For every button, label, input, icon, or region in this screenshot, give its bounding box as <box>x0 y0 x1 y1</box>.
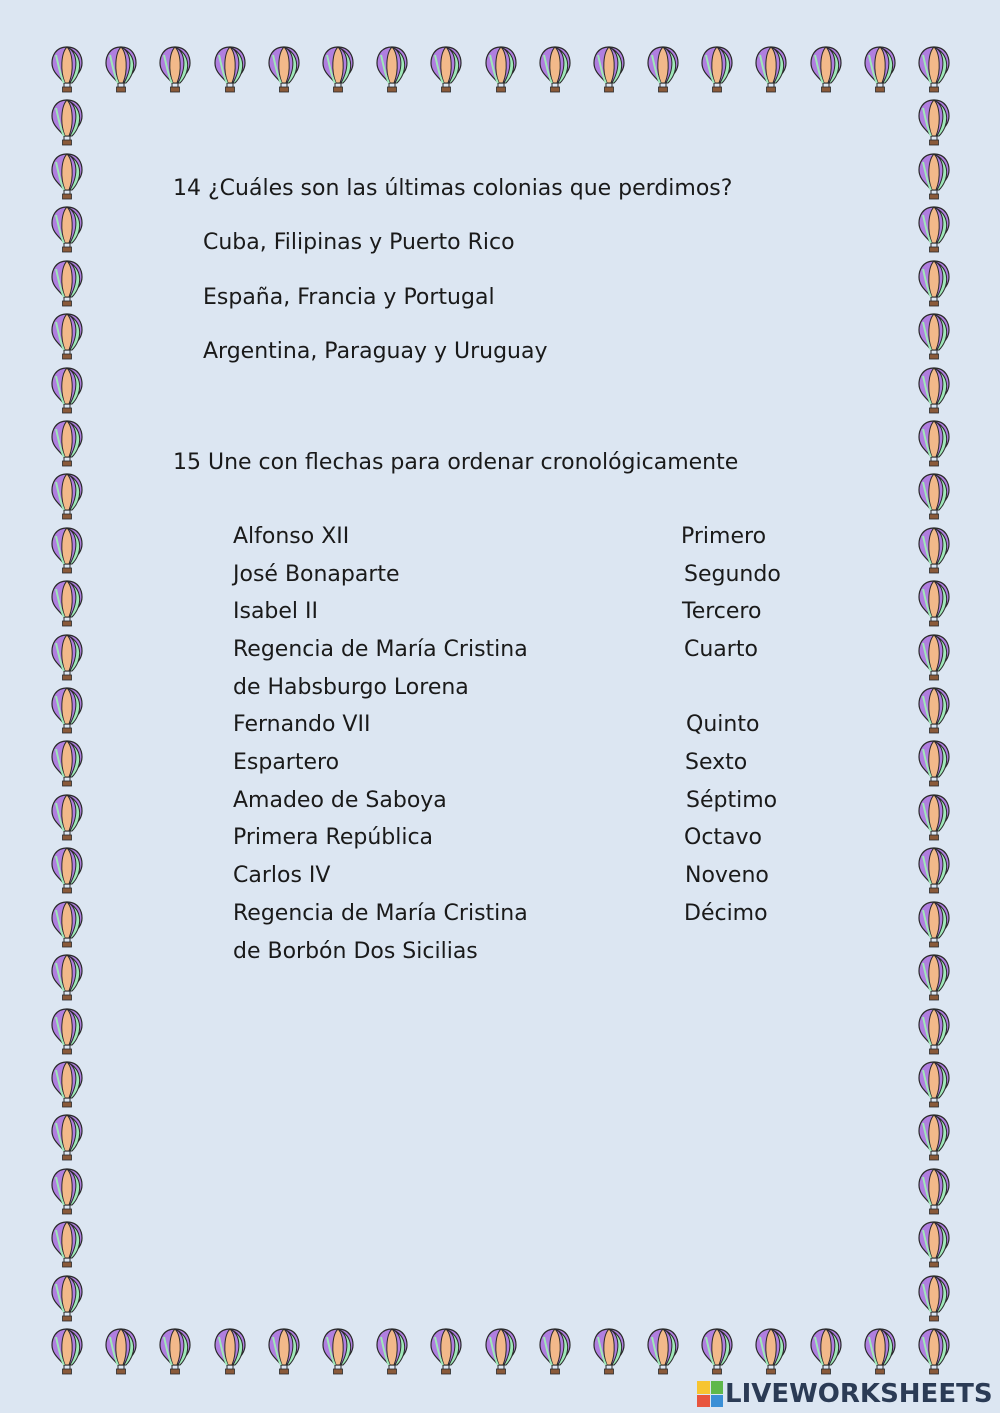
match-right-item[interactable]: Sexto <box>685 750 748 775</box>
match-left-item[interactable]: Regencia de María Cristina <box>233 901 528 926</box>
hot-air-balloon-icon <box>754 1327 788 1375</box>
hot-air-balloon-icon <box>917 1113 951 1161</box>
match-right-item[interactable]: Primero <box>681 524 767 549</box>
hot-air-balloon-icon <box>429 1327 463 1375</box>
question-14-title: 14 ¿Cuáles son las últimas colonias que perdimos? <box>173 176 733 201</box>
hot-air-balloon-icon <box>917 739 951 787</box>
hot-air-balloon-icon <box>917 793 951 841</box>
hot-air-balloon-icon <box>50 1327 84 1375</box>
hot-air-balloon-icon <box>50 152 84 200</box>
hot-air-balloon-icon <box>917 526 951 574</box>
hot-air-balloon-icon <box>50 953 84 1001</box>
hot-air-balloon-icon <box>809 1327 843 1375</box>
hot-air-balloon-icon <box>375 1327 409 1375</box>
hot-air-balloon-icon <box>50 1060 84 1108</box>
hot-air-balloon-icon <box>917 472 951 520</box>
hot-air-balloon-icon <box>50 205 84 253</box>
hot-air-balloon-icon <box>917 205 951 253</box>
hot-air-balloon-icon <box>50 900 84 948</box>
hot-air-balloon-icon <box>700 45 734 93</box>
match-left-item[interactable]: Regencia de María Cristina <box>233 637 528 662</box>
hot-air-balloon-icon <box>50 846 84 894</box>
hot-air-balloon-icon <box>50 1220 84 1268</box>
hot-air-balloon-icon <box>538 45 572 93</box>
hot-air-balloon-icon <box>50 633 84 681</box>
question-15-title: 15 Une con flechas para ordenar cronológicamente <box>173 450 739 475</box>
hot-air-balloon-icon <box>917 686 951 734</box>
hot-air-balloon-icon <box>50 98 84 146</box>
match-left-item-continuation: de Habsburgo Lorena <box>233 675 469 700</box>
hot-air-balloon-icon <box>917 1274 951 1322</box>
hot-air-balloon-icon <box>321 45 355 93</box>
hot-air-balloon-icon <box>917 579 951 627</box>
match-right-item[interactable]: Cuarto <box>684 637 758 662</box>
hot-air-balloon-icon <box>267 45 301 93</box>
hot-air-balloon-icon <box>158 1327 192 1375</box>
hot-air-balloon-icon <box>863 45 897 93</box>
match-right-item[interactable]: Segundo <box>684 562 781 587</box>
hot-air-balloon-icon <box>700 1327 734 1375</box>
match-left-item[interactable]: Primera República <box>233 825 434 850</box>
match-left-item[interactable]: Fernando VII <box>233 712 371 737</box>
hot-air-balloon-icon <box>917 900 951 948</box>
match-left-item[interactable]: Alfonso XII <box>233 524 350 549</box>
hot-air-balloon-icon <box>917 633 951 681</box>
hot-air-balloon-icon <box>917 1327 951 1375</box>
hot-air-balloon-icon <box>592 45 626 93</box>
hot-air-balloon-icon <box>50 259 84 307</box>
hot-air-balloon-icon <box>809 45 843 93</box>
hot-air-balloon-icon <box>917 98 951 146</box>
match-left-item[interactable]: Amadeo de Saboya <box>233 788 447 813</box>
match-right-item[interactable]: Séptimo <box>686 788 778 813</box>
hot-air-balloon-icon <box>754 45 788 93</box>
q14-option-3[interactable]: Argentina, Paraguay y Uruguay <box>203 339 548 364</box>
hot-air-balloon-icon <box>50 1274 84 1322</box>
hot-air-balloon-icon <box>917 152 951 200</box>
liveworksheets-logo[interactable] <box>697 1378 993 1410</box>
hot-air-balloon-icon <box>50 579 84 627</box>
hot-air-balloon-icon <box>104 45 138 93</box>
hot-air-balloon-icon <box>50 45 84 93</box>
hot-air-balloon-icon <box>917 1167 951 1215</box>
hot-air-balloon-icon <box>50 312 84 360</box>
hot-air-balloon-icon <box>538 1327 572 1375</box>
hot-air-balloon-icon <box>321 1327 355 1375</box>
hot-air-balloon-icon <box>104 1327 138 1375</box>
match-left-item[interactable]: Espartero <box>233 750 340 775</box>
hot-air-balloon-icon <box>50 1113 84 1161</box>
hot-air-balloon-icon <box>50 366 84 414</box>
liveworksheets-logo-icon <box>697 1381 723 1407</box>
hot-air-balloon-icon <box>592 1327 626 1375</box>
hot-air-balloon-icon <box>484 1327 518 1375</box>
match-right-item[interactable]: Octavo <box>684 825 762 850</box>
hot-air-balloon-icon <box>50 686 84 734</box>
hot-air-balloon-icon <box>917 312 951 360</box>
hot-air-balloon-icon <box>917 419 951 467</box>
hot-air-balloon-icon <box>917 259 951 307</box>
hot-air-balloon-icon <box>917 45 951 93</box>
liveworksheets-logo-text: LIVEWORKSHEETS <box>725 1379 993 1409</box>
hot-air-balloon-icon <box>917 846 951 894</box>
hot-air-balloon-icon <box>429 45 463 93</box>
hot-air-balloon-icon <box>646 1327 680 1375</box>
match-left-item[interactable]: Carlos IV <box>233 863 331 888</box>
hot-air-balloon-icon <box>863 1327 897 1375</box>
q14-option-2[interactable]: España, Francia y Portugal <box>203 285 495 310</box>
match-right-item[interactable]: Tercero <box>682 599 762 624</box>
hot-air-balloon-icon <box>50 526 84 574</box>
match-left-item-continuation: de Borbón Dos Sicilias <box>233 939 478 964</box>
hot-air-balloon-icon <box>50 793 84 841</box>
hot-air-balloon-icon <box>646 45 680 93</box>
hot-air-balloon-icon <box>917 1007 951 1055</box>
hot-air-balloon-icon <box>917 366 951 414</box>
hot-air-balloon-icon <box>917 953 951 1001</box>
hot-air-balloon-icon <box>50 419 84 467</box>
hot-air-balloon-icon <box>484 45 518 93</box>
match-right-item[interactable]: Quinto <box>686 712 760 737</box>
match-right-item[interactable]: Noveno <box>685 863 769 888</box>
hot-air-balloon-icon <box>158 45 192 93</box>
hot-air-balloon-icon <box>50 739 84 787</box>
hot-air-balloon-icon <box>917 1220 951 1268</box>
hot-air-balloon-icon <box>375 45 409 93</box>
hot-air-balloon-icon <box>50 1007 84 1055</box>
hot-air-balloon-icon <box>50 472 84 520</box>
hot-air-balloon-icon <box>213 1327 247 1375</box>
q14-option-1[interactable]: Cuba, Filipinas y Puerto Rico <box>203 230 515 255</box>
match-right-item[interactable]: Décimo <box>684 901 768 926</box>
hot-air-balloon-icon <box>50 1167 84 1215</box>
hot-air-balloon-icon <box>917 1060 951 1108</box>
match-left-item[interactable]: José Bonaparte <box>233 562 400 587</box>
hot-air-balloon-icon <box>267 1327 301 1375</box>
hot-air-balloon-icon <box>213 45 247 93</box>
match-left-item[interactable]: Isabel II <box>233 599 319 624</box>
